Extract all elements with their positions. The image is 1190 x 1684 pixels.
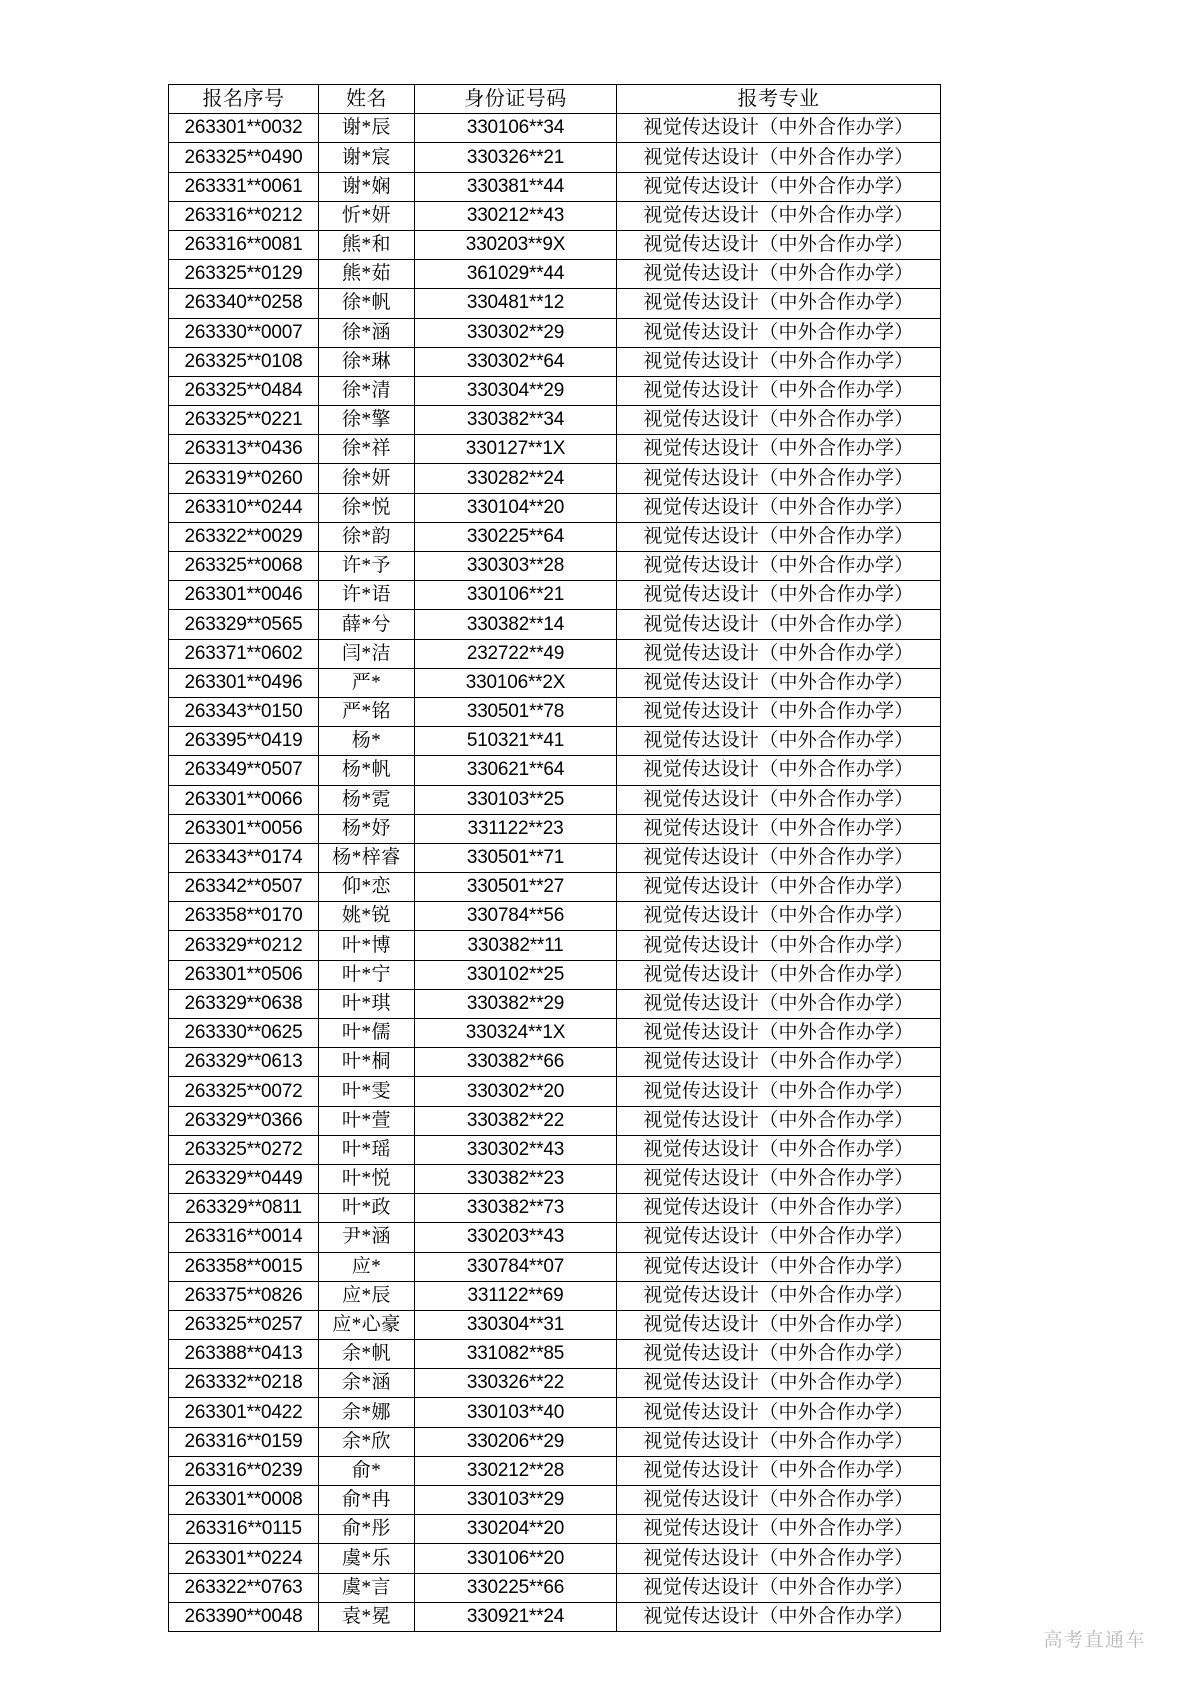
cell-id-number: 330784**07 (415, 1252, 617, 1281)
cell-applied-major: 视觉传达设计（中外合作办学） (617, 727, 941, 756)
cell-applicant-name: 余*欣 (319, 1427, 415, 1456)
table-row (169, 1223, 941, 1252)
cell-applied-major: 视觉传达设计（中外合作办学） (617, 1398, 941, 1427)
cell-id-number: 330784**56 (415, 902, 617, 931)
cell-applicant-name: 虞*乐 (319, 1544, 415, 1573)
cell-registration-number: 263340**0258 (169, 289, 319, 318)
cell-id-number: 330304**29 (415, 376, 617, 405)
cell-registration-number: 263329**0638 (169, 989, 319, 1018)
cell-applied-major: 视觉传达设计（中外合作办学） (617, 1602, 941, 1631)
table-row (169, 435, 941, 464)
cell-applied-major: 视觉传达设计（中外合作办学） (617, 435, 941, 464)
cell-registration-number: 263325**0129 (169, 260, 319, 289)
cell-registration-number: 263319**0260 (169, 464, 319, 493)
cell-applied-major: 视觉传达设计（中外合作办学） (617, 376, 941, 405)
cell-registration-number: 263316**0212 (169, 201, 319, 230)
cell-id-number: 330203**9X (415, 230, 617, 259)
cell-registration-number: 263322**0029 (169, 522, 319, 551)
cell-applied-major: 视觉传达设计（中外合作办学） (617, 1077, 941, 1106)
cell-applied-major: 视觉传达设计（中外合作办学） (617, 1340, 941, 1369)
table-row (169, 318, 941, 347)
table-row (169, 114, 941, 143)
cell-applied-major: 视觉传达设计（中外合作办学） (617, 668, 941, 697)
table-row (169, 1106, 941, 1135)
cell-applicant-name: 叶*萱 (319, 1106, 415, 1135)
cell-registration-number: 263301**0008 (169, 1486, 319, 1515)
cell-registration-number: 263325**0108 (169, 347, 319, 376)
column-header-major: 报考专业 (617, 85, 941, 114)
cell-applicant-name: 徐*清 (319, 376, 415, 405)
cell-registration-number: 263343**0174 (169, 843, 319, 872)
cell-registration-number: 263330**0007 (169, 318, 319, 347)
cell-registration-number: 263301**0056 (169, 814, 319, 843)
cell-applicant-name: 忻*妍 (319, 201, 415, 230)
cell-id-number: 232722**49 (415, 639, 617, 668)
cell-applicant-name: 叶*瑶 (319, 1135, 415, 1164)
column-header-seq: 报名序号 (169, 85, 319, 114)
cell-registration-number: 263322**0763 (169, 1573, 319, 1602)
cell-registration-number: 263349**0507 (169, 756, 319, 785)
table-row (169, 1164, 941, 1193)
table-row (169, 639, 941, 668)
cell-applicant-name: 俞* (319, 1456, 415, 1485)
cell-applicant-name: 严* (319, 668, 415, 697)
table-row (169, 1573, 941, 1602)
cell-registration-number: 263329**0565 (169, 610, 319, 639)
table-row (169, 1048, 941, 1077)
cell-registration-number: 263329**0449 (169, 1164, 319, 1193)
table-row (169, 1398, 941, 1427)
table-row (169, 172, 941, 201)
cell-applied-major: 视觉传达设计（中外合作办学） (617, 1164, 941, 1193)
table-row (169, 756, 941, 785)
cell-id-number: 330102**25 (415, 960, 617, 989)
cell-applied-major: 视觉传达设计（中外合作办学） (617, 260, 941, 289)
table-row (169, 1340, 941, 1369)
table-row (169, 1602, 941, 1631)
cell-applicant-name: 叶*琪 (319, 989, 415, 1018)
cell-applicant-name: 虞*言 (319, 1573, 415, 1602)
cell-applied-major: 视觉传达设计（中外合作办学） (617, 1515, 941, 1544)
cell-id-number: 330382**23 (415, 1164, 617, 1193)
cell-id-number: 330621**64 (415, 756, 617, 785)
table-row (169, 376, 941, 405)
cell-id-number: 330382**22 (415, 1106, 617, 1135)
table-row (169, 552, 941, 581)
cell-id-number: 330103**40 (415, 1398, 617, 1427)
cell-id-number: 330103**29 (415, 1486, 617, 1515)
cell-registration-number: 263329**0212 (169, 931, 319, 960)
cell-id-number: 330324**1X (415, 1019, 617, 1048)
cell-id-number: 330225**66 (415, 1573, 617, 1602)
cell-registration-number: 263342**0507 (169, 873, 319, 902)
table-row (169, 697, 941, 726)
cell-applied-major: 视觉传达设计（中外合作办学） (617, 639, 941, 668)
table-row (169, 1194, 941, 1223)
cell-applied-major: 视觉传达设计（中外合作办学） (617, 697, 941, 726)
cell-applicant-name: 姚*锐 (319, 902, 415, 931)
table-header (169, 85, 941, 114)
cell-applicant-name: 应*心豪 (319, 1310, 415, 1339)
cell-applied-major: 视觉传达设计（中外合作办学） (617, 931, 941, 960)
applicant-roster-table (168, 84, 941, 1632)
cell-id-number: 330382**14 (415, 610, 617, 639)
cell-applied-major: 视觉传达设计（中外合作办学） (617, 1310, 941, 1339)
cell-applicant-name: 谢*宸 (319, 143, 415, 172)
cell-registration-number: 263329**0811 (169, 1194, 319, 1223)
cell-applied-major: 视觉传达设计（中外合作办学） (617, 552, 941, 581)
cell-id-number: 330103**25 (415, 785, 617, 814)
cell-applicant-name: 叶*宁 (319, 960, 415, 989)
cell-applied-major: 视觉传达设计（中外合作办学） (617, 1281, 941, 1310)
cell-registration-number: 263325**0072 (169, 1077, 319, 1106)
cell-id-number: 330303**28 (415, 552, 617, 581)
table-row (169, 1369, 941, 1398)
cell-id-number: 330501**71 (415, 843, 617, 872)
cell-registration-number: 263329**0366 (169, 1106, 319, 1135)
cell-registration-number: 263325**0272 (169, 1135, 319, 1164)
table-row (169, 873, 941, 902)
cell-applied-major: 视觉传达设计（中外合作办学） (617, 318, 941, 347)
table-row (169, 814, 941, 843)
cell-id-number: 330921**24 (415, 1602, 617, 1631)
cell-id-number: 330302**64 (415, 347, 617, 376)
table-row (169, 230, 941, 259)
table-row (169, 406, 941, 435)
cell-applied-major: 视觉传达设计（中外合作办学） (617, 843, 941, 872)
cell-applied-major: 视觉传达设计（中外合作办学） (617, 1427, 941, 1456)
cell-applied-major: 视觉传达设计（中外合作办学） (617, 289, 941, 318)
cell-applicant-name: 余*涵 (319, 1369, 415, 1398)
cell-registration-number: 263316**0081 (169, 230, 319, 259)
cell-id-number: 330302**43 (415, 1135, 617, 1164)
cell-applicant-name: 徐*涵 (319, 318, 415, 347)
table-row (169, 201, 941, 230)
cell-id-number: 330282**24 (415, 464, 617, 493)
cell-applicant-name: 徐*悦 (319, 493, 415, 522)
cell-applicant-name: 杨*帆 (319, 756, 415, 785)
cell-applied-major: 视觉传达设计（中外合作办学） (617, 1573, 941, 1602)
cell-id-number: 330481**12 (415, 289, 617, 318)
cell-applicant-name: 许*予 (319, 552, 415, 581)
cell-applicant-name: 叶*政 (319, 1194, 415, 1223)
table-row (169, 1544, 941, 1573)
cell-applicant-name: 余*帆 (319, 1340, 415, 1369)
cell-registration-number: 263358**0170 (169, 902, 319, 931)
table-row (169, 143, 941, 172)
cell-applicant-name: 叶*博 (319, 931, 415, 960)
cell-applied-major: 视觉传达设计（中外合作办学） (617, 143, 941, 172)
cell-applied-major: 视觉传达设计（中外合作办学） (617, 610, 941, 639)
cell-applicant-name: 袁*冕 (319, 1602, 415, 1631)
cell-applicant-name: 严*铭 (319, 697, 415, 726)
cell-applicant-name: 叶*桐 (319, 1048, 415, 1077)
cell-id-number: 330326**22 (415, 1369, 617, 1398)
cell-id-number: 330203**43 (415, 1223, 617, 1252)
table-row (169, 289, 941, 318)
watermark-label: 高考直通车 (1043, 1630, 1146, 1651)
cell-id-number: 330382**29 (415, 989, 617, 1018)
cell-registration-number: 263316**0115 (169, 1515, 319, 1544)
cell-id-number: 330204**20 (415, 1515, 617, 1544)
cell-registration-number: 263358**0015 (169, 1252, 319, 1281)
cell-applicant-name: 徐*祥 (319, 435, 415, 464)
cell-applicant-name: 徐*妍 (319, 464, 415, 493)
cell-registration-number: 263310**0244 (169, 493, 319, 522)
cell-id-number: 330104**20 (415, 493, 617, 522)
cell-registration-number: 263301**0046 (169, 581, 319, 610)
cell-applied-major: 视觉传达设计（中外合作办学） (617, 989, 941, 1018)
cell-id-number: 510321**41 (415, 727, 617, 756)
cell-id-number: 330326**21 (415, 143, 617, 172)
cell-applied-major: 视觉传达设计（中外合作办学） (617, 1223, 941, 1252)
cell-applied-major: 视觉传达设计（中外合作办学） (617, 464, 941, 493)
cell-registration-number: 263395**0419 (169, 727, 319, 756)
cell-applied-major: 视觉传达设计（中外合作办学） (617, 902, 941, 931)
cell-applied-major: 视觉传达设计（中外合作办学） (617, 873, 941, 902)
cell-applied-major: 视觉传达设计（中外合作办学） (617, 347, 941, 376)
cell-id-number: 331082**85 (415, 1340, 617, 1369)
cell-applied-major: 视觉传达设计（中外合作办学） (617, 406, 941, 435)
cell-applicant-name: 杨*妤 (319, 814, 415, 843)
cell-applied-major: 视觉传达设计（中外合作办学） (617, 1135, 941, 1164)
table-row (169, 1515, 941, 1544)
table-row (169, 843, 941, 872)
cell-registration-number: 263316**0014 (169, 1223, 319, 1252)
table-row (169, 1252, 941, 1281)
cell-applied-major: 视觉传达设计（中外合作办学） (617, 172, 941, 201)
cell-id-number: 330106**21 (415, 581, 617, 610)
column-header-id: 身份证号码 (415, 85, 617, 114)
cell-applicant-name: 闫*洁 (319, 639, 415, 668)
cell-id-number: 330302**29 (415, 318, 617, 347)
table-body (169, 114, 941, 1632)
column-header-name: 姓名 (319, 85, 415, 114)
table-row (169, 902, 941, 931)
cell-applied-major: 视觉传达设计（中外合作办学） (617, 201, 941, 230)
cell-applicant-name: 徐*擎 (319, 406, 415, 435)
cell-registration-number: 263388**0413 (169, 1340, 319, 1369)
cell-applicant-name: 徐*帆 (319, 289, 415, 318)
cell-applied-major: 视觉传达设计（中外合作办学） (617, 230, 941, 259)
roster-table-container (168, 84, 940, 1632)
cell-applicant-name: 俞*冉 (319, 1486, 415, 1515)
table-row (169, 610, 941, 639)
cell-id-number: 330382**11 (415, 931, 617, 960)
cell-applicant-name: 应*辰 (319, 1281, 415, 1310)
cell-applied-major: 视觉传达设计（中外合作办学） (617, 522, 941, 551)
table-row (169, 1456, 941, 1485)
table-row (169, 931, 941, 960)
cell-applicant-name: 杨*梓睿 (319, 843, 415, 872)
cell-registration-number: 263325**0484 (169, 376, 319, 405)
cell-applicant-name: 叶*儒 (319, 1019, 415, 1048)
table-row (169, 1427, 941, 1456)
cell-id-number: 330382**66 (415, 1048, 617, 1077)
table-row (169, 727, 941, 756)
cell-id-number: 330206**29 (415, 1427, 617, 1456)
table-row (169, 1310, 941, 1339)
table-row (169, 493, 941, 522)
table-row (169, 785, 941, 814)
cell-applicant-name: 杨*霓 (319, 785, 415, 814)
cell-id-number: 330106**2X (415, 668, 617, 697)
cell-applied-major: 视觉传达设计（中外合作办学） (617, 785, 941, 814)
cell-applicant-name: 应* (319, 1252, 415, 1281)
cell-registration-number: 263325**0221 (169, 406, 319, 435)
cell-applied-major: 视觉传达设计（中外合作办学） (617, 581, 941, 610)
cell-applied-major: 视觉传达设计（中外合作办学） (617, 1048, 941, 1077)
cell-id-number: 330212**43 (415, 201, 617, 230)
cell-applied-major: 视觉传达设计（中外合作办学） (617, 1252, 941, 1281)
cell-registration-number: 263332**0218 (169, 1369, 319, 1398)
cell-applied-major: 视觉传达设计（中外合作办学） (617, 1106, 941, 1135)
cell-applied-major: 视觉传达设计（中外合作办学） (617, 1369, 941, 1398)
cell-registration-number: 263325**0257 (169, 1310, 319, 1339)
cell-applicant-name: 叶*雯 (319, 1077, 415, 1106)
cell-applied-major: 视觉传达设计（中外合作办学） (617, 1019, 941, 1048)
cell-applied-major: 视觉传达设计（中外合作办学） (617, 1544, 941, 1573)
cell-id-number: 330304**31 (415, 1310, 617, 1339)
cell-applicant-name: 叶*悦 (319, 1164, 415, 1193)
cell-applicant-name: 徐*琳 (319, 347, 415, 376)
table-row (169, 347, 941, 376)
cell-id-number: 330382**34 (415, 406, 617, 435)
cell-registration-number: 263325**0068 (169, 552, 319, 581)
cell-applied-major: 视觉传达设计（中外合作办学） (617, 1194, 941, 1223)
cell-applied-major: 视觉传达设计（中外合作办学） (617, 1486, 941, 1515)
cell-applicant-name: 余*娜 (319, 1398, 415, 1427)
cell-registration-number: 263301**0506 (169, 960, 319, 989)
cell-id-number: 330127**1X (415, 435, 617, 464)
cell-registration-number: 263375**0826 (169, 1281, 319, 1310)
table-row (169, 989, 941, 1018)
cell-id-number: 330302**20 (415, 1077, 617, 1106)
cell-id-number: 331122**23 (415, 814, 617, 843)
cell-applicant-name: 徐*韵 (319, 522, 415, 551)
cell-id-number: 361029**44 (415, 260, 617, 289)
cell-registration-number: 263316**0159 (169, 1427, 319, 1456)
table-row (169, 1486, 941, 1515)
cell-registration-number: 263301**0066 (169, 785, 319, 814)
cell-applicant-name: 尹*涵 (319, 1223, 415, 1252)
cell-id-number: 330381**44 (415, 172, 617, 201)
cell-applicant-name: 谢*娴 (319, 172, 415, 201)
cell-applicant-name: 许*语 (319, 581, 415, 610)
cell-registration-number: 263301**0224 (169, 1544, 319, 1573)
cell-registration-number: 263390**0048 (169, 1602, 319, 1631)
table-row (169, 581, 941, 610)
table-row (169, 1077, 941, 1106)
cell-applied-major: 视觉传达设计（中外合作办学） (617, 756, 941, 785)
cell-applied-major: 视觉传达设计（中外合作办学） (617, 1456, 941, 1485)
table-header-row (169, 85, 941, 114)
cell-id-number: 330225**64 (415, 522, 617, 551)
cell-id-number: 331122**69 (415, 1281, 617, 1310)
cell-applicant-name: 熊*和 (319, 230, 415, 259)
cell-applicant-name: 俞*彤 (319, 1515, 415, 1544)
cell-applied-major: 视觉传达设计（中外合作办学） (617, 960, 941, 989)
cell-registration-number: 263330**0625 (169, 1019, 319, 1048)
cell-id-number: 330106**20 (415, 1544, 617, 1573)
cell-registration-number: 263301**0496 (169, 668, 319, 697)
table-row (169, 960, 941, 989)
cell-registration-number: 263316**0239 (169, 1456, 319, 1485)
cell-registration-number: 263325**0490 (169, 143, 319, 172)
table-row (169, 260, 941, 289)
cell-id-number: 330501**78 (415, 697, 617, 726)
cell-id-number: 330382**73 (415, 1194, 617, 1223)
cell-registration-number: 263371**0602 (169, 639, 319, 668)
cell-registration-number: 263301**0032 (169, 114, 319, 143)
cell-applicant-name: 杨* (319, 727, 415, 756)
cell-applied-major: 视觉传达设计（中外合作办学） (617, 493, 941, 522)
cell-applicant-name: 薛*兮 (319, 610, 415, 639)
table-row (169, 464, 941, 493)
table-row (169, 668, 941, 697)
cell-applicant-name: 谢*辰 (319, 114, 415, 143)
cell-id-number: 330501**27 (415, 873, 617, 902)
cell-applicant-name: 熊*茹 (319, 260, 415, 289)
cell-registration-number: 263343**0150 (169, 697, 319, 726)
cell-applied-major: 视觉传达设计（中外合作办学） (617, 814, 941, 843)
cell-applied-major: 视觉传达设计（中外合作办学） (617, 114, 941, 143)
cell-id-number: 330212**28 (415, 1456, 617, 1485)
cell-id-number: 330106**34 (415, 114, 617, 143)
table-row (169, 522, 941, 551)
cell-registration-number: 263313**0436 (169, 435, 319, 464)
table-row (169, 1135, 941, 1164)
table-row (169, 1281, 941, 1310)
table-row (169, 1019, 941, 1048)
cell-registration-number: 263331**0061 (169, 172, 319, 201)
cell-registration-number: 263301**0422 (169, 1398, 319, 1427)
cell-applicant-name: 仰*恋 (319, 873, 415, 902)
cell-registration-number: 263329**0613 (169, 1048, 319, 1077)
